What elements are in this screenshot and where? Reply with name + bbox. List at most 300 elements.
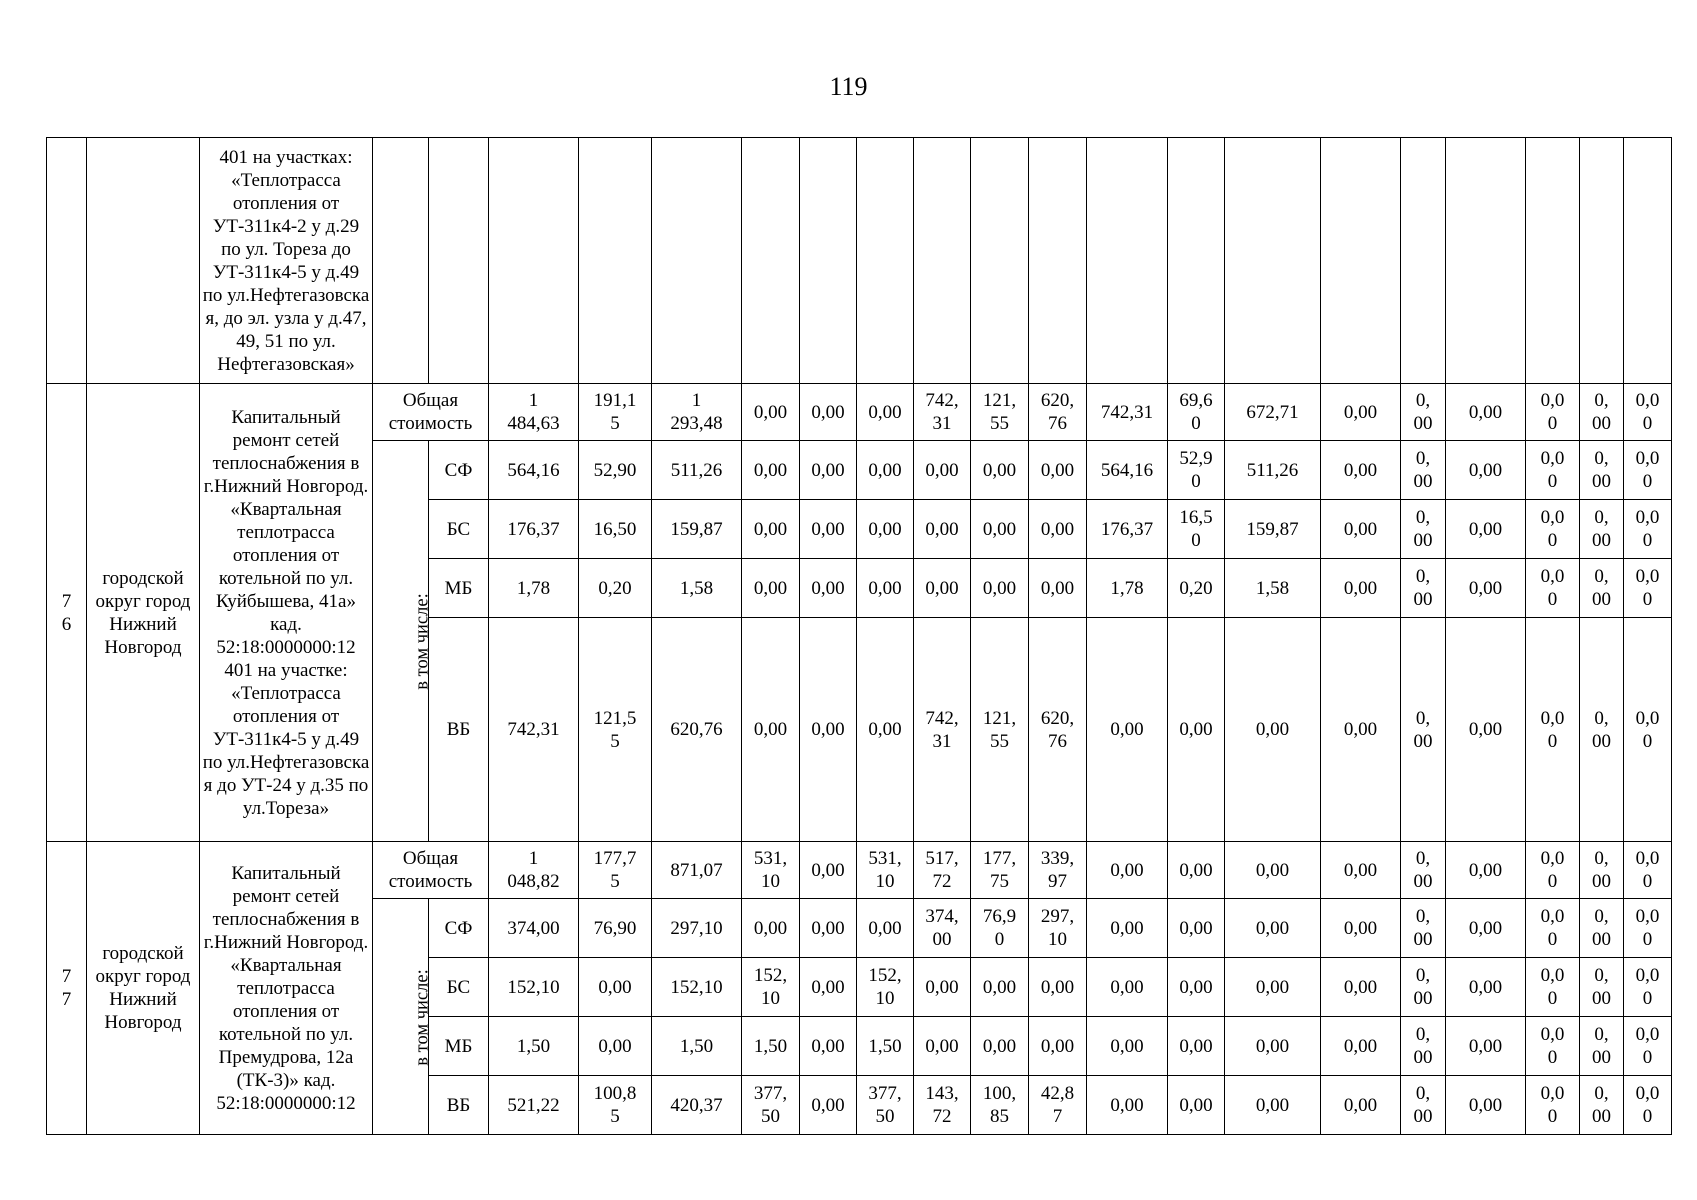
value-cell <box>742 618 800 842</box>
empty-cell <box>1029 138 1087 384</box>
value-text: 0,00 <box>1468 917 1503 939</box>
value-cell <box>1401 1076 1446 1135</box>
value-text: 16,50 <box>593 518 637 540</box>
value-text: 0,00 <box>811 719 845 740</box>
value-text: 0,00 <box>1179 719 1213 740</box>
value-cell <box>1321 500 1401 559</box>
source-label: МБ <box>429 1017 489 1076</box>
table-row-continuation <box>47 138 1672 384</box>
value-cell <box>1624 500 1672 559</box>
value-cell <box>1526 1017 1580 1076</box>
empty-cell <box>489 138 579 384</box>
including-label: в том числе: <box>412 593 433 690</box>
value-cell <box>971 842 1029 899</box>
value-text: 1,78 <box>1110 577 1144 599</box>
value-cell <box>1168 1017 1225 1076</box>
value-text: 0, 00 <box>1413 1083 1433 1127</box>
value-text: 0,00 <box>1255 859 1290 881</box>
value-cell <box>1624 559 1672 618</box>
value-text: 0,0 0 <box>1635 507 1660 551</box>
value-text: 0,00 <box>982 976 1017 998</box>
value-cell <box>1225 384 1321 441</box>
value-cell <box>1225 441 1321 500</box>
description-cell: Капитальный ремонт сетей теплоснабжения в г.Нижний Новгород. «Квартальная теплотрасса отопления от котельной по ул. Премудрова, 12а (ТК-3)» кад. 52:18:0000000:12 <box>200 842 373 1135</box>
value-text: 0,00 <box>868 719 902 740</box>
value-cell <box>489 842 579 899</box>
value-cell <box>1580 842 1624 899</box>
value-text: 0,00 <box>1179 1094 1213 1116</box>
value-text: 620, 76 <box>1040 390 1075 434</box>
value-cell <box>857 842 914 899</box>
value-text: 377, 50 <box>868 1083 902 1127</box>
value-text: 76,9 0 <box>982 906 1017 950</box>
location-cell: городской округ город Нижний Новгород <box>87 842 200 1135</box>
value-cell <box>1225 842 1321 899</box>
value-text: 0,00 <box>1468 401 1503 423</box>
value-cell <box>1087 500 1168 559</box>
value-text: 0,00 <box>1468 459 1503 481</box>
value-text: 871,07 <box>670 859 723 881</box>
value-cell <box>1168 559 1225 618</box>
value-cell <box>971 441 1029 500</box>
value-text: 0,00 <box>868 401 902 423</box>
value-cell <box>579 958 652 1017</box>
empty-cell <box>1446 138 1526 384</box>
value-cell <box>857 441 914 500</box>
value-text: 0, 00 <box>1592 906 1611 950</box>
value-cell <box>652 1017 742 1076</box>
value-text: 0,00 <box>1343 1035 1378 1057</box>
value-text: 0,00 <box>1468 1035 1503 1057</box>
value-cell <box>1087 958 1168 1017</box>
value-text: 672,71 <box>1246 401 1299 423</box>
source-label: БС <box>429 958 489 1017</box>
value-text: 0,0 0 <box>1635 965 1660 1009</box>
value-text: 0, 00 <box>1413 390 1433 434</box>
value-cell <box>1401 559 1446 618</box>
value-cell <box>579 384 652 441</box>
empty-cell <box>1168 138 1225 384</box>
value-text: 0,00 <box>1255 1094 1290 1116</box>
value-text: 377, 50 <box>753 1083 788 1127</box>
value-cell <box>742 842 800 899</box>
value-text: 0, 00 <box>1413 507 1433 551</box>
value-cell <box>857 384 914 441</box>
value-text: 191,1 5 <box>593 390 637 434</box>
value-text: 0,00 <box>1110 719 1144 740</box>
value-text: 0,00 <box>982 577 1017 599</box>
value-text: 0, 00 <box>1592 1083 1611 1127</box>
value-cell <box>914 842 971 899</box>
value-cell <box>579 618 652 842</box>
value-text: 0, 00 <box>1413 965 1433 1009</box>
value-text: 0,00 <box>982 518 1017 540</box>
value-cell <box>1580 500 1624 559</box>
value-text: 1,58 <box>1255 577 1290 599</box>
value-cell <box>1029 842 1087 899</box>
value-cell <box>1526 441 1580 500</box>
value-text: 0,0 0 <box>1540 906 1565 950</box>
value-text: 1 484,63 <box>507 390 560 434</box>
value-text: 0,0 0 <box>1635 848 1660 892</box>
value-cell <box>742 441 800 500</box>
value-text: 742, 31 <box>925 707 959 752</box>
value-cell <box>914 384 971 441</box>
value-cell <box>1168 500 1225 559</box>
value-cell <box>1029 1017 1087 1076</box>
value-text: 0, 00 <box>1592 848 1611 892</box>
value-cell <box>1321 899 1401 958</box>
value-text: 0,0 0 <box>1540 566 1565 610</box>
value-text: 0, 00 <box>1413 1024 1433 1068</box>
value-text: 0, 00 <box>1592 707 1611 752</box>
value-cell <box>1526 618 1580 842</box>
value-cell <box>1580 958 1624 1017</box>
value-text: 1,50 <box>753 1035 788 1057</box>
budget-table <box>46 137 1672 1135</box>
value-cell <box>742 899 800 958</box>
value-cell <box>1446 1076 1526 1135</box>
value-text: 0,00 <box>868 518 902 540</box>
value-cell <box>1580 618 1624 842</box>
value-cell <box>742 958 800 1017</box>
value-text: 0,00 <box>1255 1035 1290 1057</box>
value-cell <box>1401 384 1446 441</box>
value-cell <box>1321 958 1401 1017</box>
value-cell <box>742 1076 800 1135</box>
value-text: 1,78 <box>516 577 551 599</box>
value-cell <box>1321 441 1401 500</box>
value-text: 176,37 <box>507 518 560 540</box>
empty-cell <box>1087 138 1168 384</box>
value-text: 0,0 0 <box>1635 1024 1660 1068</box>
value-cell <box>579 1076 652 1135</box>
value-cell <box>1029 441 1087 500</box>
value-cell <box>1446 441 1526 500</box>
including-cell <box>373 899 433 1135</box>
value-text: 0,00 <box>1110 1035 1144 1057</box>
value-text: 152, 10 <box>868 965 902 1009</box>
value-text: 152, 10 <box>753 965 788 1009</box>
value-text: 0,00 <box>1040 518 1075 540</box>
description-cell: 401 на участках: «Теплотрасса отопления от УТ-311к4-2 у д.29 по ул. Тореза до УТ-311к4-5 у д.49 по ул.Нефтегазовска я, до эл. узла у д.47, 49, 51 по ул. Нефтегазовская» <box>200 138 373 384</box>
value-cell <box>1624 441 1672 500</box>
value-text: 0,00 <box>1179 976 1213 998</box>
value-cell <box>489 559 579 618</box>
value-cell <box>1580 384 1624 441</box>
value-text: 0,00 <box>1468 976 1503 998</box>
value-cell <box>800 1076 857 1135</box>
empty-cell <box>1401 138 1446 384</box>
value-cell <box>1446 842 1526 899</box>
value-text: 297,10 <box>670 917 723 939</box>
value-text: 0,00 <box>811 459 845 481</box>
value-text: 0,00 <box>1343 1094 1378 1116</box>
value-cell <box>1526 958 1580 1017</box>
value-cell <box>742 1017 800 1076</box>
value-text: 0,00 <box>868 459 902 481</box>
value-cell <box>914 1017 971 1076</box>
source-label: ВБ <box>429 618 489 842</box>
including-cell <box>373 441 433 842</box>
value-text: 42,8 7 <box>1040 1083 1075 1127</box>
value-text: 0, 00 <box>1413 448 1433 492</box>
value-text: 177,7 5 <box>593 848 637 892</box>
empty-cell <box>1526 138 1580 384</box>
value-cell <box>1321 1017 1401 1076</box>
value-cell <box>1624 899 1672 958</box>
value-cell <box>1446 899 1526 958</box>
value-text: 0,00 <box>753 459 788 481</box>
value-text: 0,0 0 <box>1635 566 1660 610</box>
label-cell <box>373 138 429 384</box>
value-text: 69,6 0 <box>1179 390 1213 434</box>
empty-cell <box>652 138 742 384</box>
value-text: 0,00 <box>1343 577 1378 599</box>
value-text: 0,00 <box>982 1035 1017 1057</box>
empty-cell <box>1321 138 1401 384</box>
value-text: 0,00 <box>811 917 845 939</box>
source-label: МБ <box>429 559 489 618</box>
table-row-total <box>47 842 1672 899</box>
value-text: 0,00 <box>982 459 1017 481</box>
value-text: 742, 31 <box>925 390 959 434</box>
value-cell <box>1087 559 1168 618</box>
value-cell <box>1446 1017 1526 1076</box>
value-text: 0,00 <box>1040 1035 1075 1057</box>
value-cell <box>857 618 914 842</box>
value-cell <box>1580 441 1624 500</box>
value-text: 297, 10 <box>1040 906 1075 950</box>
value-text: 0,00 <box>1255 917 1290 939</box>
value-text: 0,00 <box>811 859 845 881</box>
value-cell <box>1446 958 1526 1017</box>
value-text: 0,0 0 <box>1635 448 1660 492</box>
value-text: 0,00 <box>753 401 788 423</box>
value-text: 0,00 <box>925 577 959 599</box>
value-text: 0,00 <box>753 577 788 599</box>
value-text: 420,37 <box>670 1094 723 1116</box>
value-text: 52,90 <box>593 459 637 481</box>
value-text: 0,00 <box>753 719 788 740</box>
value-text: 0,00 <box>811 976 845 998</box>
empty-cell <box>1225 138 1321 384</box>
value-cell <box>1401 1017 1446 1076</box>
value-text: 16,5 0 <box>1179 507 1213 551</box>
value-cell <box>652 842 742 899</box>
value-cell <box>800 618 857 842</box>
value-text: 0,0 0 <box>1635 906 1660 950</box>
value-text: 0,00 <box>753 518 788 540</box>
value-cell <box>857 500 914 559</box>
value-text: 511,26 <box>670 459 723 481</box>
value-cell <box>1526 899 1580 958</box>
value-cell <box>489 384 579 441</box>
value-cell <box>857 958 914 1017</box>
entry-number <box>47 842 87 1135</box>
value-cell <box>1087 441 1168 500</box>
value-cell <box>1624 958 1672 1017</box>
value-cell <box>1225 618 1321 842</box>
value-cell <box>1624 384 1672 441</box>
value-cell <box>1624 1017 1672 1076</box>
value-text: 0,00 <box>925 518 959 540</box>
value-cell <box>971 618 1029 842</box>
value-cell <box>579 441 652 500</box>
value-text: 121,5 5 <box>593 707 637 752</box>
value-cell <box>1446 500 1526 559</box>
value-cell <box>914 1076 971 1135</box>
value-text: 0,00 <box>1343 917 1378 939</box>
value-text: 0,0 0 <box>1540 707 1565 752</box>
value-text: 1,50 <box>868 1035 902 1057</box>
value-cell <box>1321 842 1401 899</box>
value-text: 0, 00 <box>1592 448 1611 492</box>
value-text: 0,00 <box>1343 459 1378 481</box>
value-text: 0,0 0 <box>1540 1083 1565 1127</box>
value-cell <box>652 500 742 559</box>
value-cell <box>1087 384 1168 441</box>
value-cell <box>1526 842 1580 899</box>
value-cell <box>742 500 800 559</box>
entry-number <box>47 384 87 842</box>
value-cell <box>971 958 1029 1017</box>
value-text: 0,00 <box>811 1035 845 1057</box>
value-text: 177, 75 <box>982 848 1017 892</box>
location-cell: городской округ город Нижний Новгород <box>87 384 200 842</box>
value-text: 0,00 <box>598 1035 632 1057</box>
value-text: 0,20 <box>598 577 632 599</box>
value-cell <box>1624 842 1672 899</box>
value-cell <box>489 441 579 500</box>
empty-cell <box>742 138 800 384</box>
value-text: 0,00 <box>1255 976 1290 998</box>
value-cell <box>1087 842 1168 899</box>
value-cell <box>971 1017 1029 1076</box>
value-cell <box>489 899 579 958</box>
value-text: 0,00 <box>1110 1094 1144 1116</box>
value-cell <box>1580 1076 1624 1135</box>
value-text: 511,26 <box>1246 459 1299 481</box>
value-cell <box>1624 1076 1672 1135</box>
value-cell <box>1168 1076 1225 1135</box>
value-text: 0,00 <box>598 976 632 998</box>
value-cell <box>1401 842 1446 899</box>
value-cell <box>1624 618 1672 842</box>
value-text: 0,00 <box>753 917 788 939</box>
value-text: 159,87 <box>1246 518 1299 540</box>
value-text: 0,00 <box>1179 1035 1213 1057</box>
value-text: 0,0 0 <box>1635 390 1660 434</box>
value-text: 0,00 <box>1040 577 1075 599</box>
value-text: 0,00 <box>868 577 902 599</box>
value-text: 100,8 5 <box>593 1083 637 1127</box>
value-cell <box>742 384 800 441</box>
value-cell <box>1168 958 1225 1017</box>
including-label: в том числе: <box>412 968 433 1066</box>
value-text: 0,00 <box>1468 1094 1503 1116</box>
value-cell <box>489 618 579 842</box>
value-cell <box>652 559 742 618</box>
value-text: 374, 00 <box>925 906 959 950</box>
value-cell <box>1401 899 1446 958</box>
value-text: 521,22 <box>507 1094 560 1116</box>
value-cell <box>489 958 579 1017</box>
value-cell <box>800 899 857 958</box>
value-text: 1 293,48 <box>670 390 723 434</box>
location-cell <box>87 138 200 384</box>
value-cell <box>800 958 857 1017</box>
value-text: 0, 00 <box>1413 566 1433 610</box>
value-text: 0, 00 <box>1413 707 1433 752</box>
value-text: 0,0 0 <box>1540 965 1565 1009</box>
value-cell <box>914 958 971 1017</box>
table-row-total <box>47 384 1672 441</box>
value-cell <box>857 1076 914 1135</box>
value-text: 564,16 <box>1100 459 1154 481</box>
value-cell <box>1168 618 1225 842</box>
value-cell <box>1029 618 1087 842</box>
value-text: 742,31 <box>1100 401 1154 423</box>
value-cell <box>1029 1076 1087 1135</box>
value-cell <box>914 559 971 618</box>
value-cell <box>1446 384 1526 441</box>
value-text: 0,00 <box>1468 719 1503 740</box>
value-cell <box>857 559 914 618</box>
value-text: 0,00 <box>1343 518 1378 540</box>
value-text: 152,10 <box>670 976 723 998</box>
value-text: 176,37 <box>1100 518 1154 540</box>
value-text: 0,0 0 <box>1635 1083 1660 1127</box>
value-cell <box>1168 384 1225 441</box>
value-text: 0,00 <box>1179 859 1213 881</box>
value-text: 0,00 <box>811 1094 845 1116</box>
value-text: 1,58 <box>679 577 714 599</box>
value-text: 0,00 <box>1468 859 1503 881</box>
value-cell <box>1401 618 1446 842</box>
value-cell <box>914 441 971 500</box>
description-cell: Капитальный ремонт сетей теплоснабжения в г.Нижний Новгород. «Квартальная теплотрасса отопления от котельной по ул. Куйбышева, 41а» кад. 52:18:0000000:12 401 на участке: «Теплотрасса отопления от УТ-311к4-5 у д.49 по ул.Нефтегазовска я до УТ-24 у д.35 по ул.Тореза» <box>200 384 373 842</box>
value-cell <box>1401 500 1446 559</box>
value-cell <box>971 899 1029 958</box>
value-text: 0,00 <box>1468 577 1503 599</box>
value-text: 0,0 0 <box>1540 390 1565 434</box>
value-cell <box>652 441 742 500</box>
value-cell <box>800 559 857 618</box>
value-text: 143, 72 <box>925 1083 959 1127</box>
entry-number-text: 7 7 <box>61 966 72 1010</box>
value-cell <box>1225 958 1321 1017</box>
value-text: 0,0 0 <box>1540 507 1565 551</box>
value-cell <box>579 899 652 958</box>
value-text: 0,00 <box>1040 459 1075 481</box>
value-cell <box>1029 384 1087 441</box>
value-cell <box>1321 559 1401 618</box>
value-text: 100, 85 <box>982 1083 1017 1127</box>
value-cell <box>800 500 857 559</box>
empty-cell <box>800 138 857 384</box>
value-cell <box>914 500 971 559</box>
value-text: 0,00 <box>868 917 902 939</box>
value-cell <box>579 559 652 618</box>
empty-cell <box>914 138 971 384</box>
value-text: 531, 10 <box>868 848 902 892</box>
value-text: 0,00 <box>1343 401 1378 423</box>
value-cell <box>1580 559 1624 618</box>
value-text: 52,9 0 <box>1179 448 1213 492</box>
value-text: 1 048,82 <box>507 848 560 892</box>
value-text: 0,0 0 <box>1540 848 1565 892</box>
